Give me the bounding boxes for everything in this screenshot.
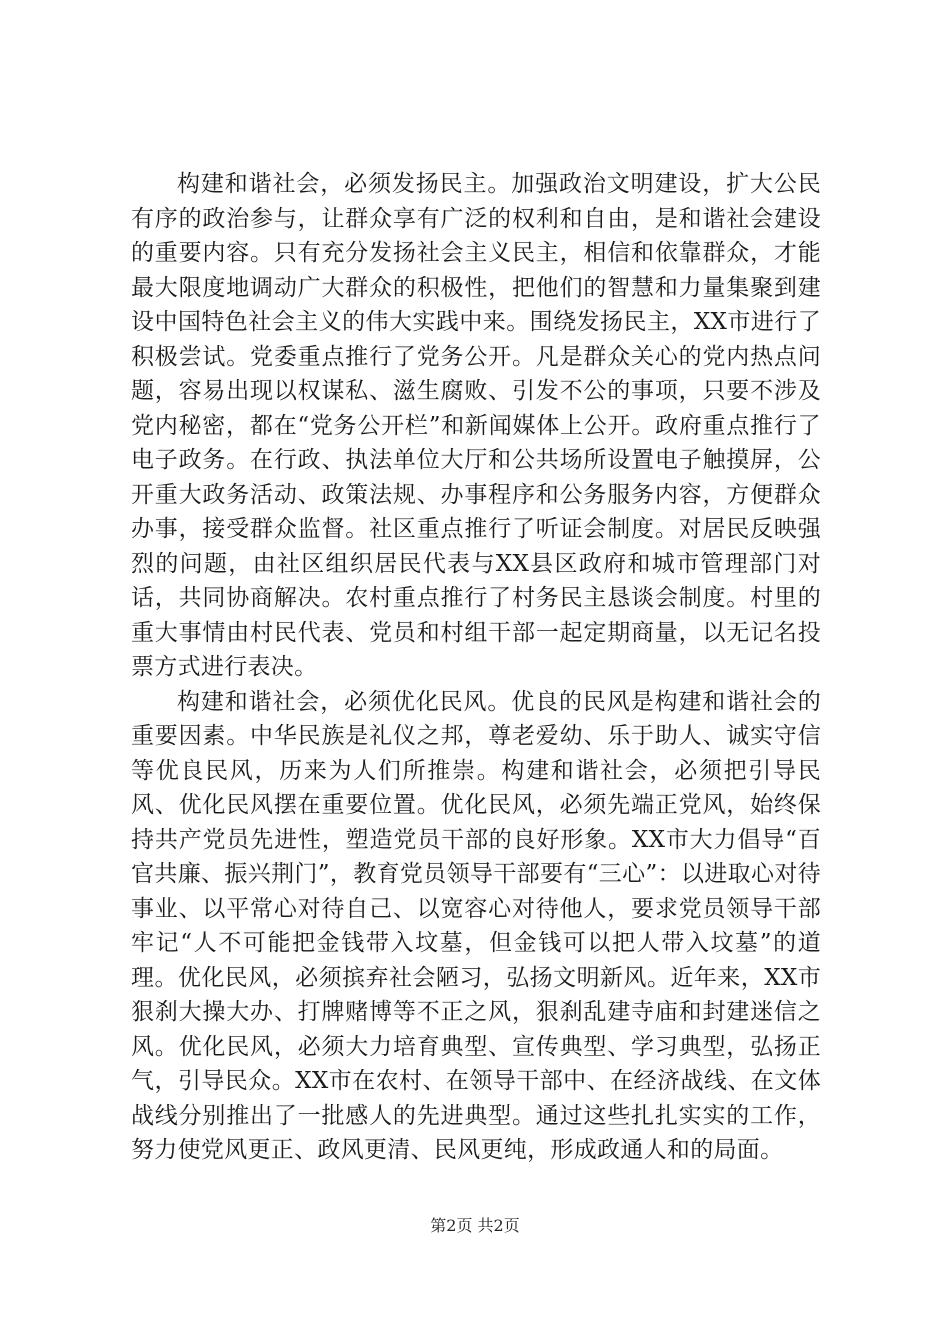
paragraph-social-customs: 构建和谐社会，必须优化民风。优良的民风是构建和谐社会的重要因素。中华民族是礼仪之邦，尊老爱幼、乐于助人、诚实守信等优良民风，历来为人们所推崇。构建和谐社会，必须把引导民风、优化民风摆在重要位置。优化民风，必须先端正党风，始终保持共产党员先进性，塑造党员干部的良好形象。XX市大力倡导“百官共廉、振兴荆门”，教育党员领导干部要有“三心”：以进取心对待事业、以平常心对待自己、以宽容心对待他人，要求党员领导干部牢记“人不可能把金钱带入坟墓，但金钱可以把人带入坟墓”的道理。优化民风，必须摈弃社会陋习，弘扬文明新风。近年来，XX市狠刹大操大办、打牌赌博等不正之风，狠刹乱建寺庙和封建迷信之风。优化民风，必须大力培育典型、宣传典型、学习典型，弘扬正气，引导民众。XX市在农村、在领导干部中、在经济战线、在文体战线分别推出了一批感人的先进典型。通过这些扎扎实实的工作，努力使党风更正、政风更清、民风更纯，形成政通人和的局面。 <box>131 688 821 1163</box>
document-body <box>131 167 821 1168</box>
page-number-footer: 第2页 共2页 <box>430 1216 520 1235</box>
paragraph-democracy: 构建和谐社会，必须发扬民主。加强政治文明建设，扩大公民有序的政治参与，让群众享有广泛的权利和自由，是和谐社会建设的重要内容。只有充分发扬社会主义民主，相信和依靠群众，才能最大限度地调动广大群众的积极性，把他们的智慧和力量集聚到建设中国特色社会主义的伟大实践中来。围绕发扬民主，XX市进行了积极尝试。党委重点推行了党务公开。凡是群众关心的党内热点问题，容易出现以权谋私、滋生腐败、引发不公的事项，只要不涉及党内秘密，都在“党务公开栏”和新闻媒体上公开。政府重点推行了电子政务。在行政、执法单位大厅和公共场所设置电子触摸屏，公开重大政务活动、政策法规、办事程序和公务服务内容，方便群众办事，接受群众监督。社区重点推行了听证会制度。对居民反映强烈的问题，由社区组织居民代表与XX县区政府和城市管理部门对话，共同协商解决。农村重点推行了村务民主恳谈会制度。村里的重大事情由村民代表、党员和村组干部一起定期商量，以无记名投票方式进行表决。 <box>131 171 821 680</box>
